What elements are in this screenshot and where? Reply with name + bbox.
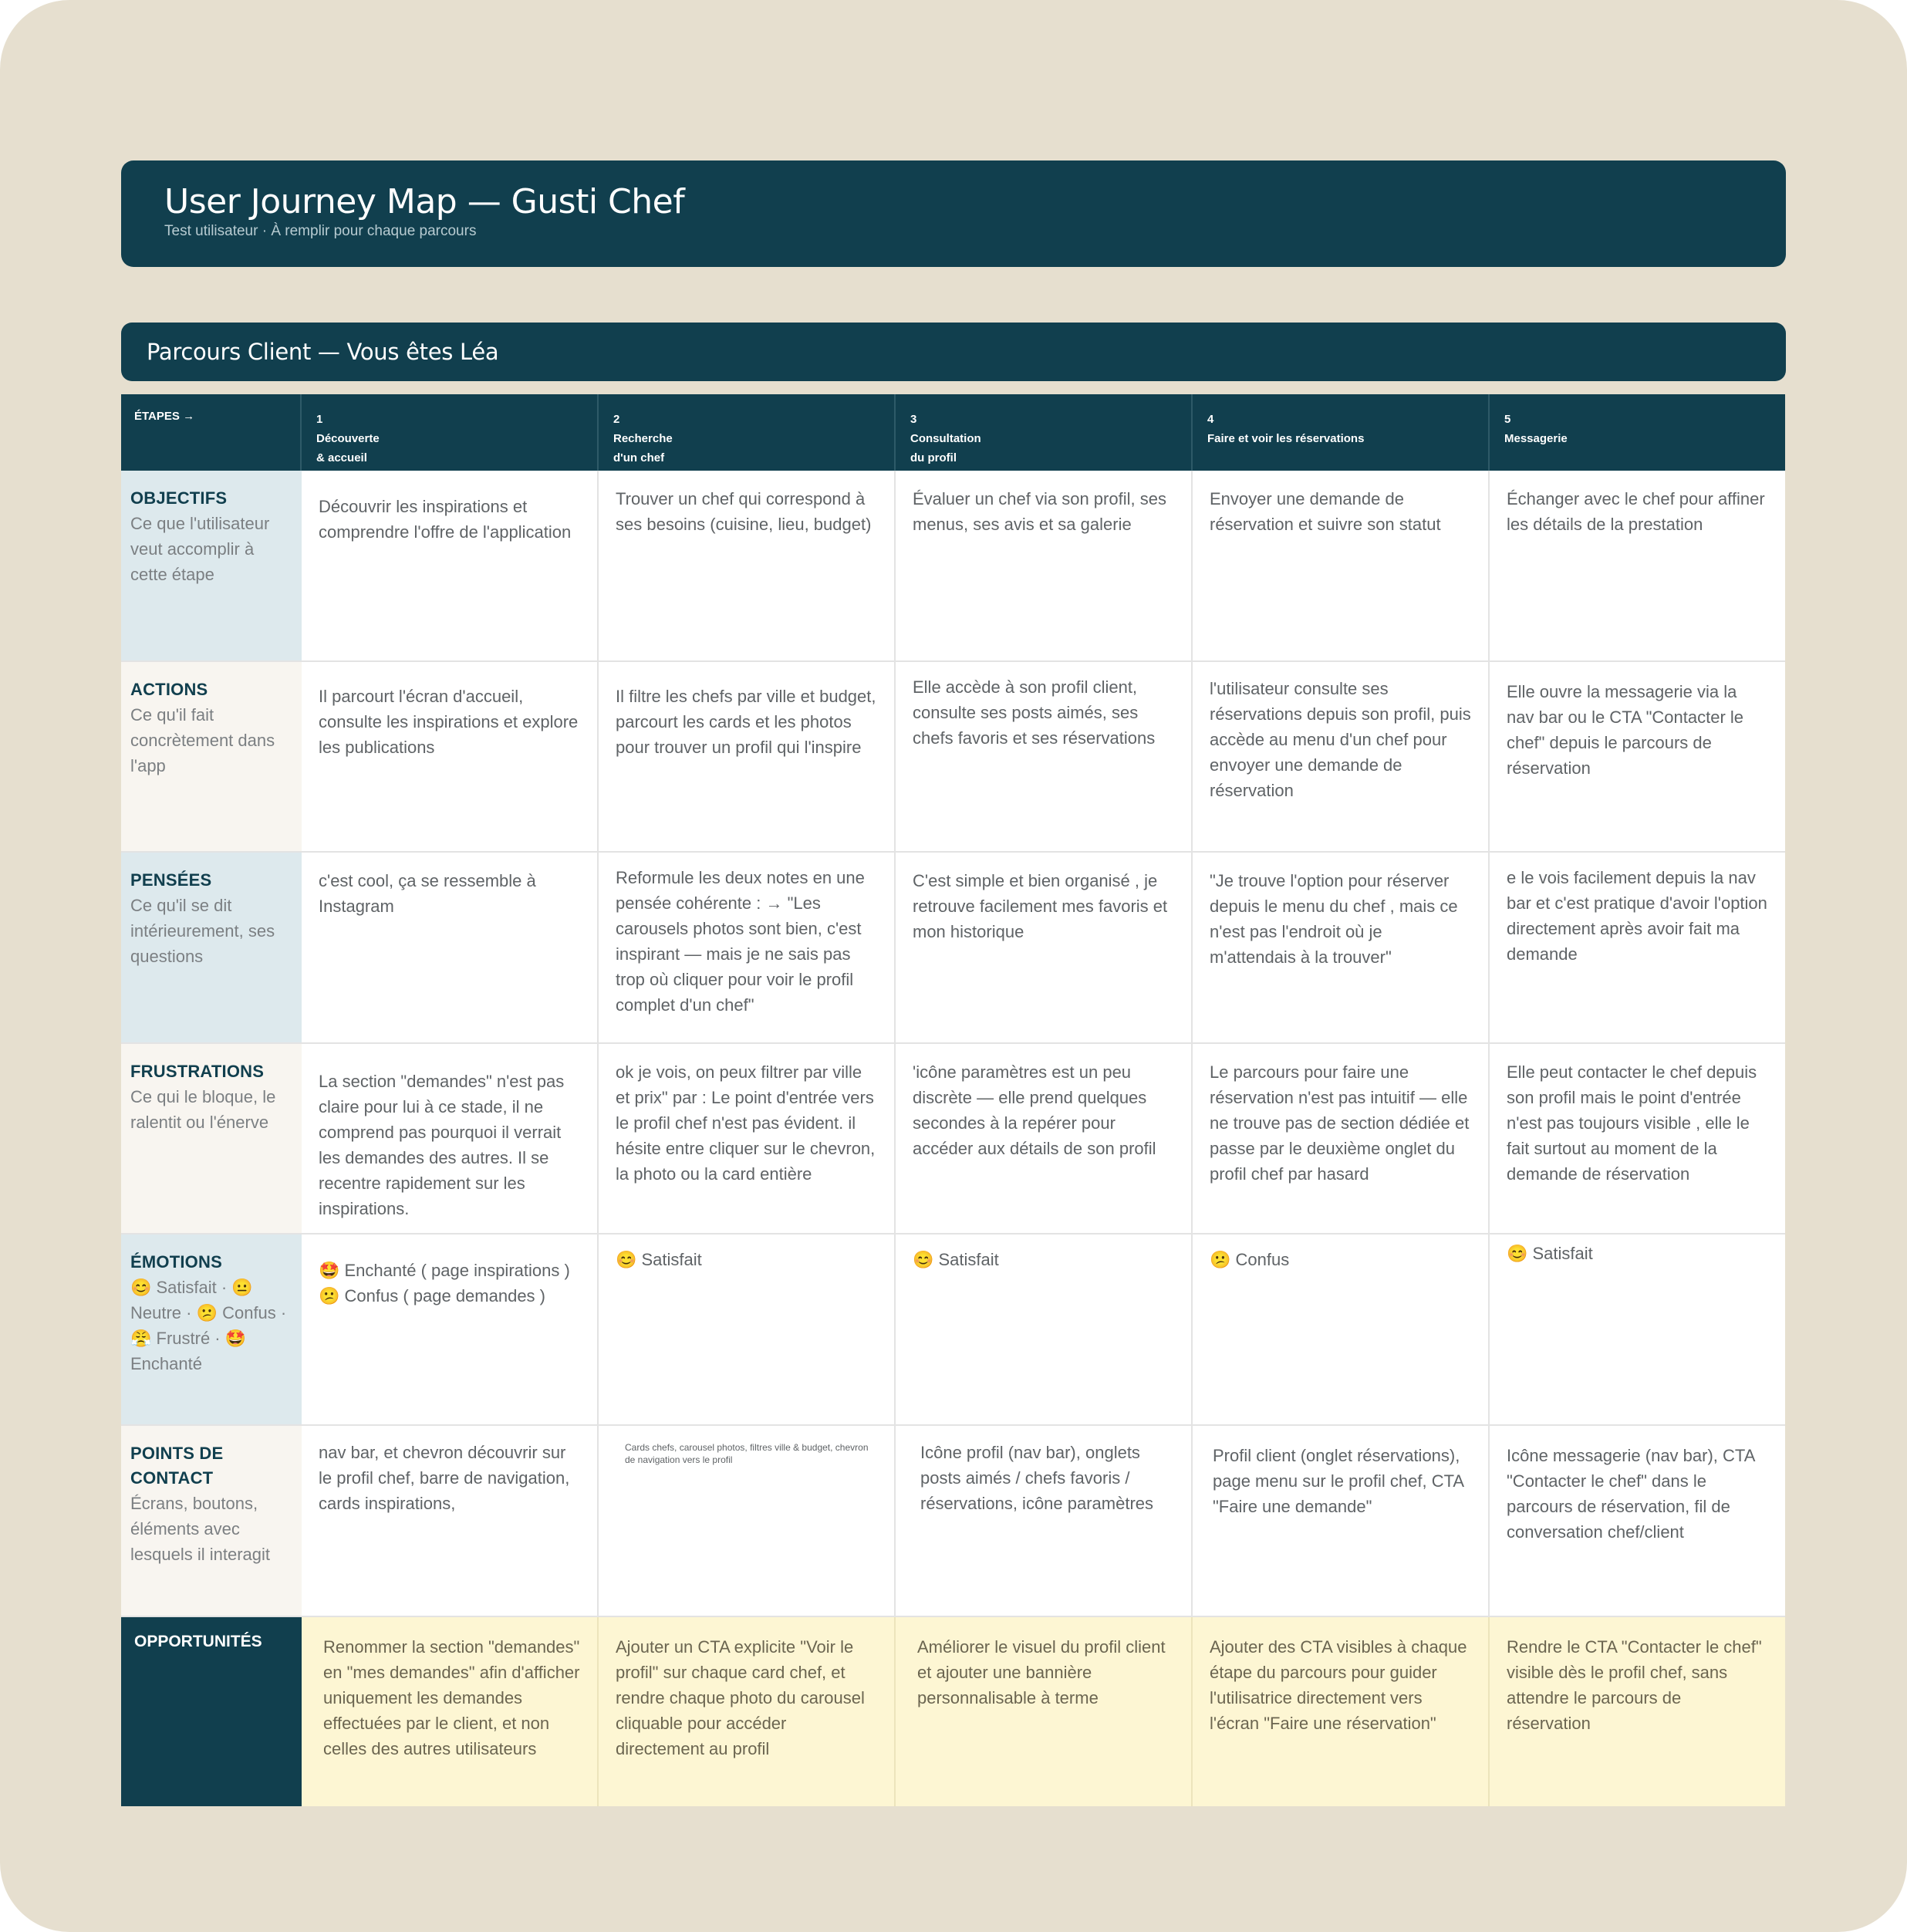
table-cell: Évaluer un chef via son profil, ses menus, ses avis et sa galerie (896, 471, 1193, 662)
opportunity-cell: Améliorer le visuel du profil client et ajouter une bannière personnalisable à terme (896, 1617, 1193, 1806)
stage-header-3 (896, 394, 1193, 471)
stage-number: 1 (316, 413, 323, 426)
table-cell: ok je vois, on peux filtrer par ville et prix" par : Le point d'entrée vers le profil chef n'est pas évident. il hésite entre cliquer sur le chevron, la photo ou la card entière (599, 1044, 896, 1235)
stage-header-1 (302, 394, 599, 471)
row-label-emotions (121, 1235, 302, 1426)
opportunity-cell: Rendre le CTA "Contacter le chef" visible dès le profil chef, sans attendre le parcours de réservation (1490, 1617, 1785, 1806)
table-cell: Elle accède à son profil client, consulte ses posts aimés, ses chefs favoris et ses réservations (896, 662, 1193, 853)
stage-label: Consultation du profil (910, 432, 981, 464)
table-cell: Icône profil (nav bar), onglets posts aimés / chefs favoris / réservations, icône paramètres (896, 1426, 1193, 1617)
row-label-pensees (121, 853, 302, 1044)
row-description: Ce qu'il se dit intérieurement, ses questions (130, 896, 275, 966)
table-cell: Profil client (onglet réservations), page menu sur le profil chef, CTA "Faire une demande" (1193, 1426, 1490, 1617)
stage-header-4 (1193, 394, 1490, 471)
row-title: PENSÉES (130, 870, 212, 890)
row-title: POINTS DE CONTACT (130, 1444, 224, 1488)
section-header (121, 323, 1786, 381)
table-cell: Découvrir les inspirations et comprendre l'offre de l'application (302, 471, 599, 662)
table-cell: Il parcourt l'écran d'accueil, consulte les inspirations et explore les publications (302, 662, 599, 853)
table-cell: Le parcours pour faire une réservation n'est pas intuitif — elle ne trouve pas de section dédiée et passe par le deuxième onglet du profil chef par hasard (1193, 1044, 1490, 1235)
row-label-points-de-contact (121, 1426, 302, 1617)
row-label-opportunites: OPPORTUNITÉS (121, 1617, 302, 1806)
emotion-legend: 😊 Satisfait · 😐 Neutre · 😕 Confus · 😤 Frustré · 🤩 Enchanté (130, 1278, 287, 1373)
row-description: Ce qui le bloque, le ralentit ou l'énerve (130, 1087, 276, 1132)
table-cell: 'icône paramètres est un peu discrète — elle prend quelques secondes à la repérer pour accéder aux détails de son profil (896, 1044, 1193, 1235)
stage-label: Recherche d'un chef (613, 432, 673, 464)
row-title: ACTIONS (130, 680, 208, 699)
stage-header-5 (1490, 394, 1785, 471)
table-cell: La section "demandes" n'est pas claire pour lui à ce stade, il ne comprend pas pourquoi il verrait les demandes des autres. Il se recentre rapidement sur les inspirations. (302, 1044, 599, 1235)
opportunity-cell: Ajouter des CTA visibles à chaque étape du parcours pour guider l'utilisatrice directement vers l'écran "Faire une réservation" (1193, 1617, 1490, 1806)
stage-number: 2 (613, 413, 620, 426)
emotion-cell: 😕 Confus (1193, 1235, 1490, 1426)
table-cell: Elle peut contacter le chef depuis son profil mais le point d'entrée n'est pas toujours visible , elle le fait surtout au moment de la demande de réservation (1490, 1044, 1785, 1235)
emotion-cell: 😊 Satisfait (1490, 1235, 1785, 1426)
emotion-cell: 😊 Satisfait (599, 1235, 896, 1426)
table-cell: c'est cool, ça se ressemble à Instagram (302, 853, 599, 1044)
table-cell: "Je trouve l'option pour réserver depuis le menu du chef , mais ce n'est pas l'endroit où je m'attendais à la trouver" (1193, 853, 1490, 1044)
row-description: Ce que l'utilisateur veut accomplir à cette étape (130, 514, 270, 584)
table-cell: Cards chefs, carousel photos, filtres ville & budget, chevron de navigation vers le profil (599, 1426, 896, 1617)
row-description: Écrans, boutons, éléments avec lesquels il interagit (130, 1494, 270, 1564)
page-title: User Journey Map — Gusti Chef (164, 182, 685, 221)
stage-label: Découverte & accueil (316, 432, 380, 464)
header-banner (121, 160, 1786, 267)
row-description: Ce qu'il fait concrètement dans l'app (130, 705, 275, 775)
stage-number: 4 (1207, 413, 1214, 426)
opportunity-cell: Renommer la section "demandes" en "mes demandes" afin d'afficher uniquement les demandes effectuées par le client, et non celles des autres utilisateurs (302, 1617, 599, 1806)
section-title: Parcours Client — Vous êtes Léa (147, 339, 499, 365)
row-title: ÉMOTIONS (130, 1252, 222, 1272)
row-title: OBJECTIFS (130, 488, 228, 508)
table-cell: Reformule les deux notes en une pensée cohérente : → "Les carousels photos sont bien, c'est inspirant — mais je ne sais pas trop où cliquer pour voir le profil complet d'un chef" (599, 853, 896, 1044)
table-cell: Trouver un chef qui correspond à ses besoins (cuisine, lieu, budget) (599, 471, 896, 662)
table-cell: Il filtre les chefs par ville et budget, parcourt les cards et les photos pour trouver un profil qui l'inspire (599, 662, 896, 853)
table-cell: nav bar, et chevron découvrir sur le profil chef, barre de navigation, cards inspirations, (302, 1426, 599, 1617)
page-subtitle: Test utilisateur · À remplir pour chaque parcours (164, 223, 477, 239)
journey-table (121, 394, 1785, 1806)
row-label-objectifs (121, 471, 302, 662)
table-cell: Elle ouvre la messagerie via la nav bar ou le CTA "Contacter le chef" depuis le parcours de réservation (1490, 662, 1785, 853)
stages-header-label: ÉTAPES → (121, 394, 302, 471)
emotion-cell: 🤩 Enchanté ( page inspirations ) 😕 Confus ( page demandes ) (302, 1235, 599, 1426)
row-title: FRUSTRATIONS (130, 1062, 265, 1081)
stage-number: 3 (910, 413, 917, 426)
table-cell: l'utilisateur consulte ses réservations depuis son profil, puis accède au menu d'un chef pour envoyer une demande de réservation (1193, 662, 1490, 853)
stage-number: 5 (1504, 413, 1511, 426)
emotion-cell: 😊 Satisfait (896, 1235, 1193, 1426)
table-cell: Icône messagerie (nav bar), CTA "Contacter le chef" dans le parcours de réservation, fil de conversation chef/client (1490, 1426, 1785, 1617)
stage-label: Faire et voir les réservations (1207, 432, 1365, 445)
row-label-actions (121, 662, 302, 853)
stage-header-2 (599, 394, 896, 471)
table-cell: e le vois facilement depuis la nav bar et c'est pratique d'avoir l'option directement après avoir fait ma demande (1490, 853, 1785, 1044)
table-cell: Envoyer une demande de réservation et suivre son statut (1193, 471, 1490, 662)
table-cell: C'est simple et bien organisé , je retrouve facilement mes favoris et mon historique (896, 853, 1193, 1044)
stage-label: Messagerie (1504, 432, 1568, 445)
table-cell: Échanger avec le chef pour affiner les détails de la prestation (1490, 471, 1785, 662)
row-label-frustrations (121, 1044, 302, 1235)
opportunity-cell: Ajouter un CTA explicite "Voir le profil" sur chaque card chef, et rendre chaque photo du carousel cliquable pour accéder directement au profil (599, 1617, 896, 1806)
